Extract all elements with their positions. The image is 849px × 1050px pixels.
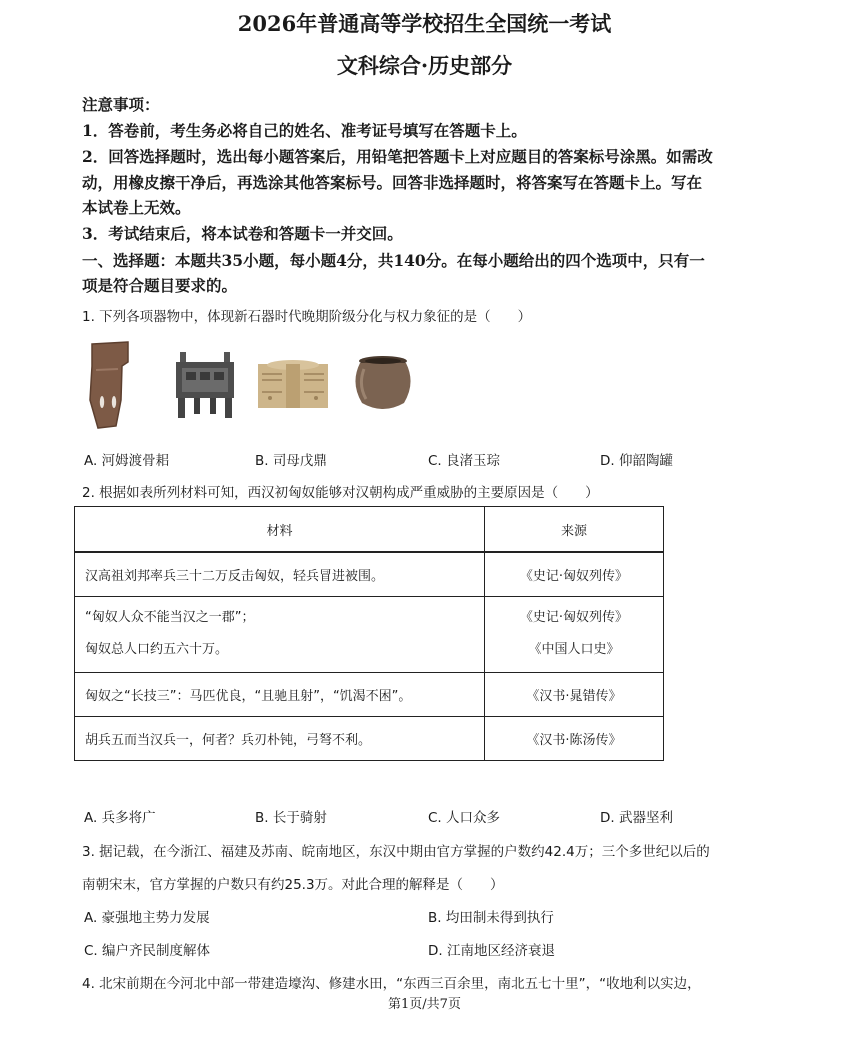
bone-spade-image <box>84 340 136 430</box>
material-text: 汉高祖刘邦率兵三十二万反击匈奴，轻兵冒进被围。 <box>85 568 385 584</box>
note-line: 1．答卷前，考生务必将自己的姓名、准考证号填写在答题卡上。 <box>82 121 527 140</box>
question-2-option-b[interactable]: B. 长于骑射 <box>255 810 327 826</box>
question-1-option-c[interactable]: C. 良渚玉琮 <box>428 453 501 469</box>
question-3-option-a[interactable]: A. 豪强地主势力发展 <box>84 910 210 926</box>
exam-subtitle: 文科综合·历史部分 <box>336 53 513 78</box>
table-header-material: 材料 <box>75 507 485 553</box>
question-3-stem: 3. 据记载，在今浙江、福建及苏南、皖南地区，东汉中期由官方掌握的户数约42.4万；三个多世纪以后的 <box>82 844 710 860</box>
note-line: 2．回答选择题时，选出每小题答案后，用铅笔把答题卡上对应题目的答案标号涂黑。如需改 <box>82 147 713 166</box>
jade-cong-image <box>256 358 330 412</box>
note-line: 3．考试结束后，将本试卷和答题卡一并交回。 <box>82 224 403 243</box>
question-2-stem: 2. 根据如表所列材料可知，西汉初匈奴能够对汉朝构成严重威胁的主要原因是（ ） <box>82 485 599 501</box>
source-text: 《史记·匈奴列传》 <box>519 568 629 584</box>
question-1-option-b[interactable]: B. 司母戊鼎 <box>255 453 327 469</box>
pottery-jar-image <box>348 355 418 413</box>
table-header-source: 来源 <box>485 507 664 553</box>
page-number: 第1页/共7页 <box>388 997 461 1012</box>
source-text: 《汉书·晁错传》 <box>526 688 622 704</box>
question-1-stem: 1. 下列各项器物中，体现新石器时代晚期阶级分化与权力象征的是（ ） <box>82 309 532 325</box>
table-row <box>75 552 664 596</box>
note-line: 动，用橡皮擦干净后，再选涂其他答案标号。回答非选择题时，将答案写在答题卡上。写在 <box>82 173 703 192</box>
materials-table <box>74 506 664 761</box>
question-4-stem: 4. 北宋前期在今河北中部一带建造壕沟、修建水田，“东西三百余里，南北五七十里”，“收地利以实边， <box>82 976 701 992</box>
question-2-option-a[interactable]: A. 兵多将广 <box>84 810 156 826</box>
source-text: 《史记·匈奴列传》 <box>519 610 629 625</box>
material-text: 胡兵五而当汉兵一，何者？兵刃朴钝，弓弩不利。 <box>85 732 372 748</box>
source-text: 《中国人口史》 <box>528 642 620 657</box>
table-row <box>75 716 664 760</box>
table-row <box>75 672 664 716</box>
exam-title: 2026年普通高等学校招生全国统一考试 <box>237 11 612 36</box>
question-2-option-c[interactable]: C. 人口众多 <box>428 810 501 826</box>
question-1-option-a[interactable]: A. 河姆渡骨耜 <box>84 453 170 469</box>
question-3-option-d[interactable]: D. 江南地区经济衰退 <box>428 943 555 959</box>
question-3-stem: 南朝宋末，官方掌握的户数只有约25.3万。对此合理的解释是（ ） <box>82 877 504 893</box>
question-1-option-d[interactable]: D. 仰韶陶罐 <box>600 453 673 469</box>
bronze-ding-image <box>170 350 240 420</box>
notes-heading: 注意事项： <box>82 95 160 114</box>
question-3-option-c[interactable]: C. 编户齐民制度解体 <box>84 943 211 959</box>
table-row <box>75 596 664 672</box>
material-text: 匈奴之“长技三”：马匹优良，“且驰且射”，“饥渴不困”。 <box>85 688 412 704</box>
note-line: 本试卷上无效。 <box>82 198 191 217</box>
material-text: 匈奴总人口约五六十万。 <box>85 642 229 657</box>
source-text: 《汉书·陈汤传》 <box>526 732 622 748</box>
section-intro: 一、选择题：本题共35小题，每小题4分，共140分。在每小题给出的四个选项中，只有一 <box>82 251 705 270</box>
section-intro: 项是符合题目要求的。 <box>82 276 238 295</box>
question-2-option-d[interactable]: D. 武器坚利 <box>600 810 673 826</box>
question-3-option-b[interactable]: B. 均田制未得到执行 <box>428 910 554 926</box>
material-text: “匈奴人众不能当汉之一郡”； <box>85 610 255 625</box>
